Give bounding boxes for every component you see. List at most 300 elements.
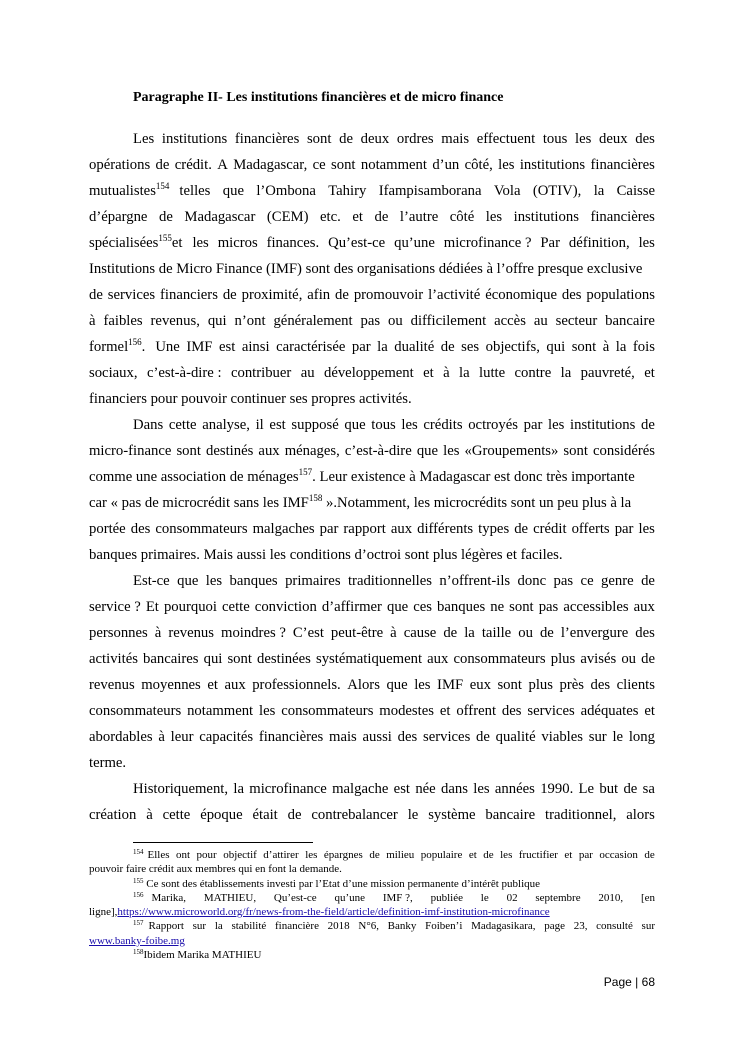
text-line bbox=[89, 698, 655, 724]
word: Madagasikara, bbox=[471, 920, 536, 933]
word: Vola bbox=[493, 183, 521, 199]
word: A bbox=[217, 157, 228, 173]
word: et bbox=[352, 209, 363, 225]
word: que bbox=[386, 599, 409, 615]
word: Qu’est-ce bbox=[273, 891, 317, 904]
word: que bbox=[416, 443, 439, 459]
word: à bbox=[443, 365, 450, 381]
word: Par bbox=[540, 235, 560, 251]
word: faibles bbox=[103, 313, 143, 329]
text-line bbox=[89, 308, 655, 334]
word: sa bbox=[642, 781, 655, 797]
word: Alors bbox=[347, 677, 380, 693]
word: revenus, bbox=[150, 313, 200, 329]
footnote-number: 154 bbox=[133, 848, 144, 856]
word: consommateurs bbox=[281, 703, 374, 719]
text-line bbox=[89, 802, 655, 828]
text-line bbox=[89, 594, 655, 620]
text-run: . bbox=[141, 339, 146, 355]
word: leur bbox=[170, 729, 194, 745]
footnote-text-line: Ibidem Marika MATHIEU bbox=[143, 949, 262, 962]
word: par bbox=[614, 521, 634, 537]
word: les bbox=[259, 703, 276, 719]
word: destinées bbox=[257, 651, 311, 667]
word: eux bbox=[469, 677, 491, 693]
word: épargnes bbox=[323, 849, 363, 861]
word: finances. bbox=[266, 235, 320, 251]
word-group bbox=[179, 178, 655, 204]
text-run: mutualistes bbox=[89, 183, 156, 199]
text-line bbox=[89, 230, 655, 256]
word: à bbox=[154, 625, 162, 641]
word: «Groupements» bbox=[464, 443, 559, 459]
word: cause bbox=[403, 625, 437, 641]
word: financière bbox=[275, 920, 319, 933]
word: genre bbox=[601, 573, 634, 589]
word: proximité, bbox=[241, 287, 303, 303]
word: de bbox=[440, 339, 455, 355]
word: deux bbox=[599, 131, 628, 147]
word: conviction bbox=[254, 599, 317, 615]
text-line bbox=[89, 334, 655, 360]
word: d’un bbox=[432, 157, 460, 173]
word: services bbox=[422, 729, 471, 745]
word: alors bbox=[626, 807, 655, 823]
word: dans bbox=[441, 781, 468, 797]
word: Historiquement, bbox=[133, 781, 229, 797]
word-group bbox=[148, 848, 656, 862]
word: septembre bbox=[535, 891, 581, 904]
word: la bbox=[459, 365, 470, 381]
word: crédit bbox=[533, 521, 567, 537]
word: Madagascar, bbox=[233, 157, 308, 173]
word: c’est-à-dire : bbox=[146, 365, 222, 381]
word: aussi bbox=[362, 729, 392, 745]
word: contribuer bbox=[230, 365, 292, 381]
word: Elles bbox=[147, 849, 170, 861]
word: (OTIV), bbox=[532, 183, 582, 199]
footnote-154 bbox=[89, 848, 655, 862]
word: Les bbox=[133, 131, 155, 147]
word: aux bbox=[633, 599, 655, 615]
footnote-158 bbox=[89, 948, 655, 962]
word: effectuent bbox=[476, 131, 536, 147]
word: que bbox=[386, 677, 408, 693]
word: modestes bbox=[379, 703, 434, 719]
word: de bbox=[443, 625, 458, 641]
word: différents bbox=[417, 521, 474, 537]
word: offrent bbox=[456, 703, 497, 719]
footnote-link[interactable]: https://www.microworld.org/fr/news-from-the-field/article/definition-imf-institution-microfinance bbox=[117, 906, 550, 919]
word: IMF ?, bbox=[382, 891, 413, 904]
word: de bbox=[623, 781, 638, 797]
page-number: 68 bbox=[641, 975, 655, 989]
footnote-ref-157[interactable]: 157 bbox=[298, 467, 313, 477]
word: sur bbox=[641, 920, 655, 933]
word: d’épargne bbox=[89, 209, 148, 225]
word-group bbox=[152, 891, 656, 905]
text-run: et bbox=[171, 235, 183, 251]
word: qu’une bbox=[334, 891, 366, 904]
word: à bbox=[390, 625, 397, 641]
word: cette bbox=[162, 807, 191, 823]
word: microfinance bbox=[249, 781, 327, 797]
word: portée bbox=[89, 521, 126, 537]
body-text bbox=[89, 126, 655, 828]
word: populations bbox=[586, 287, 655, 303]
page-number-footer bbox=[604, 975, 655, 989]
word: plus bbox=[528, 677, 553, 693]
word: notamment bbox=[187, 703, 254, 719]
word: stabilité bbox=[231, 920, 267, 933]
word: malgaches bbox=[252, 521, 315, 537]
footnote-number: 156 bbox=[133, 890, 144, 899]
word: qu’une bbox=[394, 235, 435, 251]
word: par bbox=[319, 521, 339, 537]
word: que bbox=[177, 573, 199, 589]
word: dualité bbox=[394, 339, 435, 355]
word: ses bbox=[461, 339, 480, 355]
word: tous bbox=[371, 417, 396, 433]
word: de bbox=[374, 209, 389, 225]
word: ces bbox=[413, 599, 432, 615]
text-line bbox=[89, 412, 655, 438]
word: viables bbox=[541, 729, 583, 745]
text-line bbox=[89, 152, 655, 178]
text-run: car « pas de microcrédit sans les IMF bbox=[89, 495, 309, 511]
word: par bbox=[578, 849, 593, 861]
word: microfinance ? bbox=[443, 235, 532, 251]
word: personnes bbox=[89, 625, 148, 641]
word: financiers bbox=[160, 287, 218, 303]
word: N°6, bbox=[358, 920, 379, 933]
word: lutte bbox=[479, 365, 506, 381]
word: c’est-à-dire bbox=[344, 443, 412, 459]
word: financières bbox=[258, 729, 324, 745]
word: des bbox=[397, 729, 418, 745]
text-line bbox=[89, 282, 655, 308]
footnote-text-line bbox=[89, 905, 655, 919]
word: but bbox=[599, 781, 619, 797]
word: institutions bbox=[161, 131, 228, 147]
word: généralement bbox=[273, 313, 353, 329]
word: et bbox=[644, 365, 655, 381]
text-line bbox=[89, 620, 655, 646]
text-line bbox=[89, 360, 655, 386]
word: avisés bbox=[580, 651, 617, 667]
word: les bbox=[305, 849, 318, 861]
text-run: . Leur existence à Madagascar est donc très importante bbox=[312, 469, 635, 485]
word: destinés bbox=[206, 443, 254, 459]
word: le bbox=[407, 807, 419, 823]
word: donc bbox=[517, 573, 547, 589]
word: (CEM) bbox=[266, 209, 309, 225]
word: Tahiry bbox=[328, 183, 367, 199]
word: la bbox=[214, 920, 223, 933]
word: accès bbox=[494, 313, 526, 329]
word: accessibles bbox=[563, 599, 629, 615]
word: IMF bbox=[437, 677, 464, 693]
word: adéquates bbox=[580, 703, 639, 719]
word: de bbox=[644, 849, 655, 861]
word: Le bbox=[578, 781, 595, 797]
word: au bbox=[300, 365, 315, 381]
footnote-text-line bbox=[89, 934, 655, 948]
word: cette bbox=[168, 417, 197, 433]
word: cette bbox=[222, 599, 250, 615]
word: sur bbox=[588, 729, 607, 745]
word: professionnels. bbox=[252, 677, 341, 693]
text-line bbox=[89, 776, 655, 802]
word: secteur bbox=[555, 313, 598, 329]
word: deux bbox=[360, 131, 390, 147]
word: la bbox=[377, 339, 388, 355]
word: Caisse bbox=[616, 183, 655, 199]
text-run: formel bbox=[89, 339, 129, 355]
word: née bbox=[415, 781, 436, 797]
word: 1990. bbox=[540, 781, 574, 797]
word: objectifs, bbox=[485, 339, 540, 355]
word: aux bbox=[427, 651, 449, 667]
footnote-ref-156[interactable]: 156 bbox=[128, 337, 142, 347]
word: sont bbox=[227, 651, 252, 667]
word: pas bbox=[360, 313, 381, 329]
word: traditionnelles bbox=[347, 573, 432, 589]
word: telles bbox=[179, 183, 211, 199]
word: qui bbox=[203, 651, 223, 667]
text-line bbox=[89, 646, 655, 672]
word: plus bbox=[550, 651, 576, 667]
text-line bbox=[89, 672, 655, 698]
word: types bbox=[478, 521, 510, 537]
text-run: comme une association de ménages bbox=[89, 469, 299, 485]
word: service ? bbox=[89, 599, 141, 615]
text-run: spécialisées bbox=[89, 235, 159, 251]
word: sociaux, bbox=[89, 365, 138, 381]
word: [en bbox=[640, 891, 655, 904]
word: les bbox=[473, 781, 490, 797]
word: supposé bbox=[291, 417, 339, 433]
word: revenus bbox=[168, 625, 214, 641]
word: ordres bbox=[396, 131, 434, 147]
word: sont bbox=[331, 157, 356, 173]
word: Dans bbox=[133, 417, 164, 433]
word: qui bbox=[207, 313, 227, 329]
word: Est-ce bbox=[133, 573, 170, 589]
word: long bbox=[628, 729, 655, 745]
word: et bbox=[207, 677, 218, 693]
word: aux bbox=[224, 677, 246, 693]
word: institutions bbox=[519, 157, 586, 173]
word: afin bbox=[307, 287, 331, 303]
word: de bbox=[483, 849, 494, 861]
footnote-separator bbox=[133, 842, 313, 843]
word: est bbox=[393, 781, 410, 797]
word: Banky bbox=[387, 920, 417, 933]
footnote-155 bbox=[89, 877, 655, 891]
word: de bbox=[339, 131, 353, 147]
word: services bbox=[527, 703, 575, 719]
word: ou bbox=[621, 651, 636, 667]
word: de bbox=[640, 417, 655, 433]
word: sont bbox=[571, 339, 597, 355]
word: l’activité bbox=[428, 287, 481, 303]
word: par bbox=[523, 417, 543, 433]
word: et bbox=[423, 365, 434, 381]
footnote-156 bbox=[89, 891, 655, 905]
word: économique bbox=[485, 287, 557, 303]
page-separator: | bbox=[635, 975, 639, 989]
footnote-text-run: ligne], bbox=[89, 906, 118, 919]
word: définition, bbox=[568, 235, 630, 251]
word: pas bbox=[538, 599, 559, 615]
word: des bbox=[590, 677, 611, 693]
word: crédit. bbox=[174, 157, 212, 173]
word: de bbox=[89, 287, 103, 303]
word: aux bbox=[390, 521, 413, 537]
word: octroyés bbox=[468, 417, 518, 433]
word: Qu’est-ce bbox=[328, 235, 386, 251]
word: et bbox=[439, 703, 451, 719]
word: notamment bbox=[360, 157, 427, 173]
word: banques bbox=[437, 599, 486, 615]
word: ce bbox=[312, 157, 326, 173]
section-heading: Paragraphe II- Les institutions financières et de micro finance bbox=[133, 90, 504, 105]
text-line: Institutions de Micro Finance (IMF) sont des organisations dédiées à l’offre presque exclusive bbox=[89, 261, 643, 277]
word: ainsi bbox=[241, 339, 270, 355]
word: occasion bbox=[599, 849, 638, 861]
word: les bbox=[638, 235, 655, 251]
word: côté bbox=[449, 209, 475, 225]
word: 2018 bbox=[327, 920, 350, 933]
word: MATHIEU, bbox=[203, 891, 257, 904]
word: ont bbox=[175, 849, 191, 861]
word: la bbox=[560, 365, 572, 381]
word: mais bbox=[329, 729, 357, 745]
word: traditionnel, bbox=[545, 807, 617, 823]
word: que bbox=[222, 183, 244, 199]
word: Et bbox=[145, 599, 159, 615]
word: et bbox=[644, 703, 655, 719]
word: les bbox=[485, 209, 503, 225]
word: est bbox=[218, 339, 236, 355]
word: des bbox=[561, 287, 582, 303]
word: et bbox=[468, 849, 477, 861]
footnote-number: 155 bbox=[133, 876, 144, 885]
text-line bbox=[89, 126, 655, 152]
word: de bbox=[287, 807, 302, 823]
word: l’envergure bbox=[560, 625, 629, 641]
word: n’offrent-ils bbox=[439, 573, 511, 589]
word: pauvreté, bbox=[580, 365, 635, 381]
word: les bbox=[192, 235, 209, 251]
word: Une bbox=[155, 339, 180, 355]
word: sur bbox=[192, 920, 207, 933]
word: ce bbox=[580, 573, 594, 589]
word: analyse, bbox=[202, 417, 250, 433]
word: l’autre bbox=[399, 209, 439, 225]
word: de bbox=[369, 849, 380, 861]
text-line: financiers pour pouvoir continuer ses propres activités. bbox=[89, 391, 412, 407]
footnote-link[interactable]: www.banky-foibe.mg bbox=[89, 934, 185, 947]
word: crédits bbox=[423, 417, 463, 433]
word: à bbox=[89, 313, 96, 329]
word: fois bbox=[632, 339, 655, 355]
word: et bbox=[564, 849, 573, 861]
page-label: Page bbox=[603, 975, 632, 989]
word: Ifampisamborana bbox=[378, 183, 482, 199]
footnote-ref-155[interactable]: 155 bbox=[158, 233, 172, 243]
word: offerts bbox=[571, 521, 610, 537]
word: revenus bbox=[89, 677, 135, 693]
word: que bbox=[344, 417, 366, 433]
word: bancaire bbox=[605, 313, 655, 329]
word: consommateurs bbox=[155, 521, 248, 537]
word: il bbox=[255, 417, 264, 433]
word: C’est bbox=[292, 625, 324, 641]
word: institutions bbox=[570, 417, 636, 433]
word: de bbox=[222, 287, 237, 303]
word: activités bbox=[89, 651, 138, 667]
word: de bbox=[476, 729, 490, 745]
footnote-ref-158[interactable]: 158 bbox=[308, 493, 323, 503]
word: rapport bbox=[343, 521, 386, 537]
word: le bbox=[612, 729, 624, 745]
word: la bbox=[593, 183, 605, 199]
word: les bbox=[414, 677, 431, 693]
word: capacités bbox=[199, 729, 254, 745]
word: à bbox=[158, 729, 165, 745]
word: des bbox=[501, 703, 522, 719]
word: des bbox=[635, 131, 655, 147]
word: sont bbox=[509, 599, 534, 615]
word: de bbox=[155, 157, 170, 173]
word: primaires bbox=[285, 573, 341, 589]
word: contre bbox=[514, 365, 552, 381]
word: clients bbox=[616, 677, 655, 693]
word: services bbox=[107, 287, 156, 303]
word: financières bbox=[590, 157, 655, 173]
word: IMF bbox=[186, 339, 213, 355]
footnote-text-line: Ce sont des établissements investi par l’Etat d’une mission permanente d’intérêt publique bbox=[146, 877, 541, 890]
word: consommateurs bbox=[89, 703, 182, 719]
word: bancaire bbox=[485, 807, 536, 823]
text-line bbox=[89, 724, 655, 750]
word: années bbox=[494, 781, 535, 797]
word: la bbox=[615, 339, 627, 355]
text-line: terme. bbox=[89, 755, 127, 771]
word: les bbox=[443, 443, 460, 459]
word: bancaires bbox=[143, 651, 199, 667]
word: 23, bbox=[573, 920, 588, 933]
word: page bbox=[544, 920, 566, 933]
text-line bbox=[89, 438, 655, 464]
word: taille bbox=[481, 625, 512, 641]
word: de bbox=[335, 287, 349, 303]
word: moindres ? bbox=[221, 625, 286, 641]
word: qui bbox=[546, 339, 566, 355]
word: était bbox=[252, 807, 278, 823]
word: sont bbox=[497, 677, 522, 693]
footnote-number: 157 bbox=[133, 919, 144, 928]
word: de bbox=[158, 209, 173, 225]
footnote-ref-154[interactable]: 154 bbox=[155, 181, 170, 191]
footnote-number: 158 bbox=[133, 948, 144, 957]
word: contrebalancer bbox=[311, 807, 398, 823]
word: ménages, bbox=[284, 443, 340, 459]
word: époque bbox=[200, 807, 243, 823]
footnote-text-line: pouvoir faire crédit aux membres qui en font la demande. bbox=[89, 863, 342, 876]
